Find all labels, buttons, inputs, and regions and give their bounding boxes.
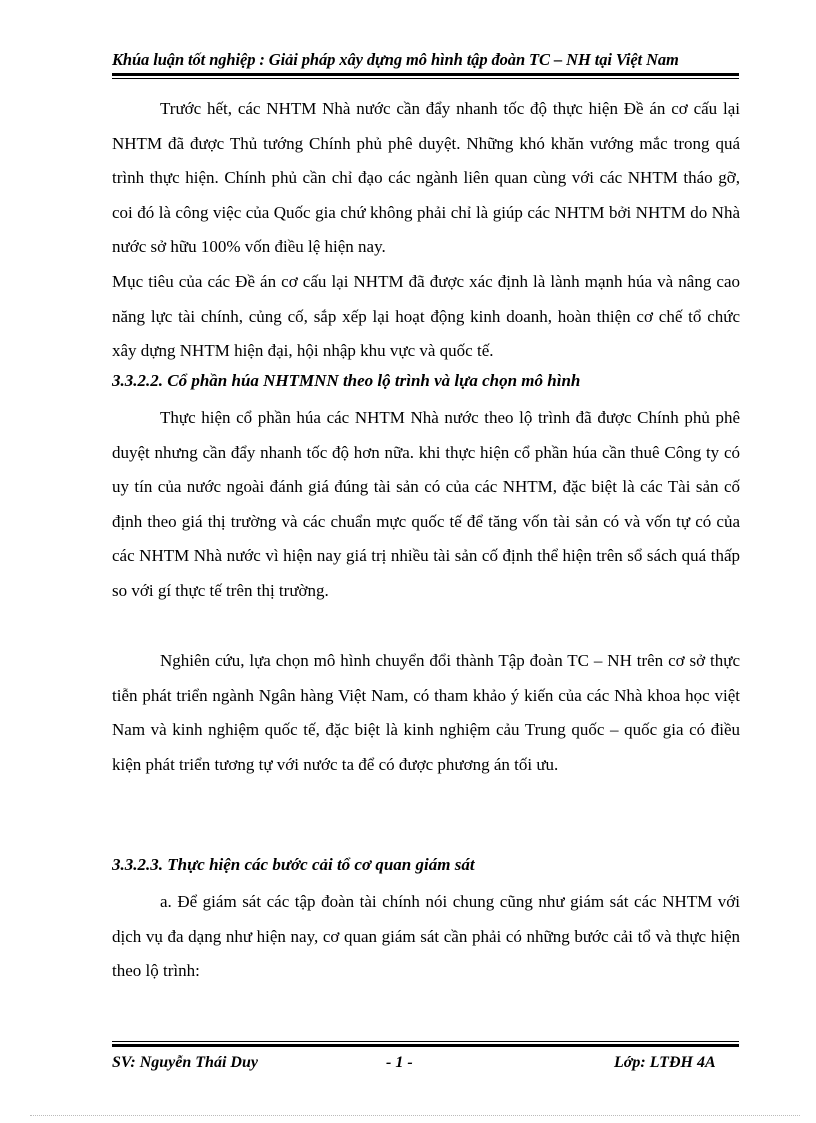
footer-class: Lớp: LTĐH 4A [614,1054,716,1071]
page-bottom-dotted-line [30,1115,800,1116]
footer-page-number: - 1 - [386,1054,413,1071]
paragraph-5: a. Để giám sát các tập đoàn tài chính nói chung cũng như giám sát các NHTM với dịch vụ đa dạng như hiện nay, cơ quan giám sát cần phải có những bước cải tổ và thực hiện theo lộ trình: [112,892,740,980]
page-header-title: Khúa luận tốt nghiệp : Giải pháp xây dựng mô hình tập đoàn TC – NH tại Việt Nam [112,50,679,69]
paragraph-4: Nghiên cứu, lựa chọn mô hình chuyển đổi thành Tập đoàn TC – NH trên cơ sở thực tiễn phát triển ngành Ngân hàng Việt Nam, có tham khảo ý kiến của các Nhà khoa học việt Nam và kinh nghiệm quốc tế, đặc biệt là kinh nghiệm cảu Trung quốc – quốc gia có điều kiện phát triển tương tự với nước ta để có được phương án tối ưu. [112,651,740,774]
section-heading-3-3-2-3: 3.3.2.3. Thực hiện các bước cải tổ cơ quan giám sát [112,855,475,874]
paragraph-3: Thực hiện cổ phần húa các NHTM Nhà nước theo lộ trình đã được Chính phủ phê duyệt nhưng cần đẩy nhanh tốc độ hơn nữa. khi thực hiện cổ phần húa cần thuê Công ty có uy tín của nước ngoài đánh giá đúng tài sản có của các NHTM, đặc biệt là các Tài sản cố định theo giá thị trường và các chuẩn mực quốc tế để tăng vốn tài sản có và vốn tự có của các NHTM Nhà nước vì hiện nay giá trị nhiều tài sản cố định thể hiện trên sổ sách quá thấp so với gí thực tế trên thị trường. [112,408,740,600]
footer-student-name: SV: Nguyễn Thái Duy [112,1054,258,1071]
paragraph-1: Trước hết, các NHTM Nhà nước cần đẩy nhanh tốc độ thực hiện Đề án cơ cấu lại NHTM đã được Thủ tướng Chính phủ phê duyệt. Những khó khăn vướng mắc trong quá trình thực hiện. Chính phủ cần chỉ đạo các ngành liên quan cùng với các NHTM tháo gỡ, coi đó là công việc của Quốc gia chứ không phải chỉ là giúp các NHTM bởi NHTM do Nhà nước sở hữu 100% vốn điều lệ hiện nay. [112,99,740,256]
header-rule-thin [112,78,739,79]
paragraph-2: Mục tiêu của các Đề án cơ cấu lại NHTM đã được xác định là lành mạnh húa và nâng cao năng lực tài chính, củng cố, sắp xếp lại hoạt động kinh doanh, hoàn thiện cơ chế tổ chức xây dựng NHTM hiện đại, hội nhập khu vực và quốc tế. [112,272,740,360]
footer-rule-thick [112,1044,739,1047]
header-rule-thick [112,73,739,76]
footer-rule-thin [112,1041,739,1042]
section-heading-3-3-2-2: 3.3.2.2. Cổ phần húa NHTMNN theo lộ trình và lựa chọn mô hình [112,371,581,390]
